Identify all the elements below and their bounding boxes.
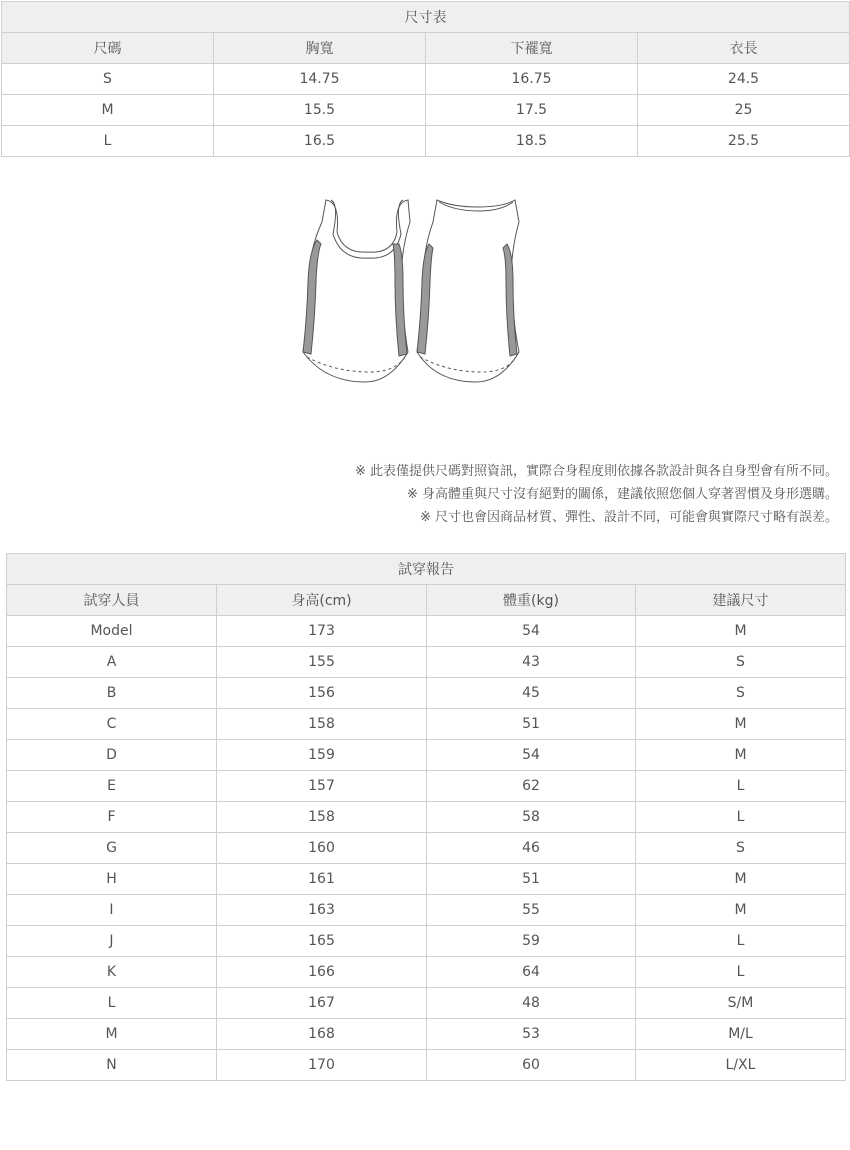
table-cell: 14.75 [214, 64, 426, 95]
size-chart-table [1, 1, 850, 157]
table-cell: H [7, 864, 217, 895]
table-cell: 160 [217, 833, 427, 864]
table-cell: 165 [217, 926, 427, 957]
table-cell: S [636, 833, 846, 864]
size-chart-title: 尺寸表 [2, 2, 850, 33]
tryon-report-table [6, 553, 846, 1081]
note-line: ※ 此表僅提供尺碼對照資訊，實際合身程度則依據各款設計與各自身型會有所不同。 [354, 464, 838, 479]
table-cell: M/L [636, 1019, 846, 1050]
table-cell: Model [7, 616, 217, 647]
size-header-chest: 胸寬 [214, 33, 426, 64]
tryon-header-height: 身高(cm) [217, 585, 427, 616]
table-cell: D [7, 740, 217, 771]
table-cell: 168 [217, 1019, 427, 1050]
table-cell: M [636, 616, 846, 647]
tryon-row [7, 802, 846, 833]
table-cell: K [7, 957, 217, 988]
size-row [2, 64, 850, 95]
table-cell: 45 [427, 678, 636, 709]
table-cell: 155 [217, 647, 427, 678]
table-cell: B [7, 678, 217, 709]
table-cell: 156 [217, 678, 427, 709]
table-cell: 170 [217, 1050, 427, 1081]
table-cell: 53 [427, 1019, 636, 1050]
table-cell: 58 [427, 802, 636, 833]
tank-front-icon [303, 200, 410, 382]
tryon-row [7, 864, 846, 895]
size-row [2, 95, 850, 126]
table-cell: 17.5 [426, 95, 638, 126]
table-cell: S [636, 647, 846, 678]
table-cell: N [7, 1050, 217, 1081]
table-cell: 54 [427, 616, 636, 647]
table-cell: L [636, 802, 846, 833]
tryon-row [7, 988, 846, 1019]
table-cell: F [7, 802, 217, 833]
table-cell: 60 [427, 1050, 636, 1081]
table-cell: L [636, 957, 846, 988]
table-cell: L [636, 926, 846, 957]
table-cell: 62 [427, 771, 636, 802]
size-notes [355, 460, 838, 529]
tryon-row [7, 1019, 846, 1050]
table-cell: 158 [217, 709, 427, 740]
table-cell: 55 [427, 895, 636, 926]
table-cell: S [2, 64, 214, 95]
tryon-row [7, 678, 846, 709]
note-line: ※ 尺寸也會因商品材質、彈性、設計不同，可能會與實際尺寸略有誤差。 [419, 510, 838, 525]
table-cell: 43 [427, 647, 636, 678]
tank-top-front-back-illustration [295, 192, 525, 392]
table-cell: 54 [427, 740, 636, 771]
table-cell: M [636, 740, 846, 771]
table-cell: 166 [217, 957, 427, 988]
table-cell: 158 [217, 802, 427, 833]
table-cell: S/M [636, 988, 846, 1019]
table-cell: 59 [427, 926, 636, 957]
table-cell: 173 [217, 616, 427, 647]
table-cell: 18.5 [426, 126, 638, 157]
table-cell: 163 [217, 895, 427, 926]
tryon-row [7, 926, 846, 957]
table-cell: S [636, 678, 846, 709]
table-cell: L [7, 988, 217, 1019]
tryon-report-title: 試穿報告 [7, 554, 846, 585]
table-cell: 24.5 [638, 64, 850, 95]
tryon-row [7, 957, 846, 988]
tryon-row [7, 771, 846, 802]
table-cell: 161 [217, 864, 427, 895]
tryon-row [7, 833, 846, 864]
tryon-header-person: 試穿人員 [7, 585, 217, 616]
tryon-row [7, 1050, 846, 1081]
table-cell: M [7, 1019, 217, 1050]
table-cell: L [636, 771, 846, 802]
table-cell: J [7, 926, 217, 957]
note-line: ※ 身高體重與尺寸沒有絕對的關係，建議依照您個人穿著習慣及身形選購。 [406, 487, 838, 502]
table-cell: 51 [427, 709, 636, 740]
table-cell: 15.5 [214, 95, 426, 126]
tryon-header-weight: 體重(kg) [427, 585, 636, 616]
table-cell: E [7, 771, 217, 802]
size-header-size: 尺碼 [2, 33, 214, 64]
tryon-row [7, 616, 846, 647]
size-header-length: 衣長 [638, 33, 850, 64]
table-cell: L/XL [636, 1050, 846, 1081]
tryon-row [7, 895, 846, 926]
table-cell: 46 [427, 833, 636, 864]
table-cell: 25.5 [638, 126, 850, 157]
tryon-header-recommended-size: 建議尺寸 [636, 585, 846, 616]
tryon-row [7, 709, 846, 740]
table-cell: 157 [217, 771, 427, 802]
tryon-row [7, 740, 846, 771]
table-cell: 159 [217, 740, 427, 771]
table-cell: 25 [638, 95, 850, 126]
table-cell: I [7, 895, 217, 926]
table-cell: M [636, 709, 846, 740]
size-header-hem: 下襬寬 [426, 33, 638, 64]
table-cell: 167 [217, 988, 427, 1019]
table-cell: L [2, 126, 214, 157]
table-cell: G [7, 833, 217, 864]
table-cell: M [2, 95, 214, 126]
size-row [2, 126, 850, 157]
table-cell: 48 [427, 988, 636, 1019]
tank-back-icon [417, 200, 519, 382]
table-cell: C [7, 709, 217, 740]
table-cell: 16.75 [426, 64, 638, 95]
table-cell: 51 [427, 864, 636, 895]
table-cell: 64 [427, 957, 636, 988]
table-cell: M [636, 895, 846, 926]
tryon-row [7, 647, 846, 678]
table-cell: 16.5 [214, 126, 426, 157]
table-cell: M [636, 864, 846, 895]
table-cell: A [7, 647, 217, 678]
